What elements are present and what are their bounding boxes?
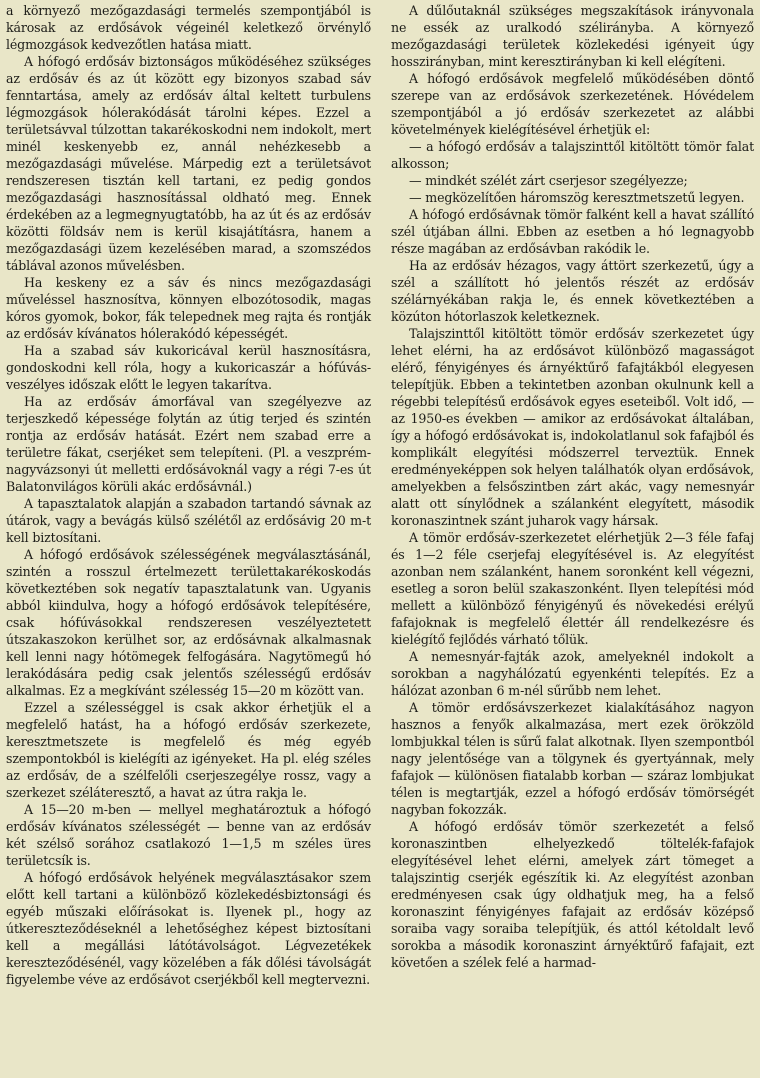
paragraph: Ha keskeny ez a sáv és nincs mezőgazdasági műveléssel hasznosítva, könnyen elbozótosodik, magas kóros gyomok, bokor, fák telepednek meg rajta és rontják az erdősáv kívánatos hólerakódó képességét. xyxy=(6,275,371,341)
paragraph: Ha az erdősáv hézagos, vagy áttört szerkezetű, úgy a szél a szállított hó jelentős részét az erdősáv szélárnyékában rakja le, és ennek következtében a közúton hótorlaszok keletkeznek. xyxy=(391,258,754,324)
paragraph: A hófogó erdősávok megfelelő működésében döntő szerepe van az erdősávok szerkezetének. Hóvédelem szempontjából a jó erdősáv szerkezetet az alábbi követelmények kielégítésével érhetjük el: xyxy=(391,71,754,137)
paragraph: A nemesnyár-fajták azok, amelyeknél indokolt a sorokban a nagyhálózatú egyenkénti telepítés. Ez a hálózat azonban 6 m-nél sűrűbb nem lehet. xyxy=(391,649,754,698)
paragraph: Talajszinttől kitöltött tömör erdősáv szerkezetet úgy lehet elérni, ha az erdősávot különböző magasságot elérő, fényigényes és árnyéktűrő fafajtákból elegyesen telepítjük. Ebben a tekintetben azonban okulnunk kell a régebbi telepítésű erdősávok egyes eseteiből. Volt idő, — az 1950-es években — amikor az erdősávokat általában, így a hófogó erdősávokat is, indokolatlanul sok fafajból és komplikált elegyítési módszerrel terveztük. Ennek eredményeképpen sok helyen találhatók olyan erdősávok, amelyekben a felsőszintben zárt akác, vagy nemesnyár alatt ott sínylődnek a szálanként elegyített, második koronaszintnek szánt juharok vagy hársak. xyxy=(391,326,754,528)
paragraph: A tömör erdősáv-szerkezetet elérhetjük 2—3 féle fafaj és 1—2 féle cserjefaj elegyítésével is. Az elegyítést azonban nem szálanként, hanem soronként kell végezni, esetleg a soron belül szakaszonként. Ilyen telepítési mód mellett a különböző fényigényű és növekedési erélyű fafajoknak is megfelelő élettér áll rendelkezésre és kielégítő fejlődés várható tőlük. xyxy=(391,530,754,647)
paragraph: A hófogó erdősávnak tömör falként kell a havat szállító szél útjában állni. Ebben az esetben a hó legnagyobb része magában az erdősávban rakódik le. xyxy=(391,207,754,256)
paragraph: Ezzel a szélességgel is csak akkor érhetjük el a megfelelő hatást, ha a hófogó erdősáv szerkezete, keresztmetszete is megfelelő és még egyéb szempontokból is kielégíti az igényeket. Ha pl. elég széles az erdősáv, de a szélfelőli cserjeszegélye rossz, vagy a szerkezet széláteresztő, a havat az útra rakja le. xyxy=(6,700,371,800)
paragraph: a környező mezőgazdasági termelés szempontjából is károsak az erdősávok végeinél keletkező örvénylő légmozgások kedvezőtlen hatása miatt. xyxy=(6,3,371,52)
list-item: — mindkét szélét zárt cserjesor szegélyezze; xyxy=(409,173,688,188)
text-column-left xyxy=(6,2,371,988)
paragraph: Ha a szabad sáv kukoricával kerül hasznosításra, gondoskodni kell róla, hogy a kukoricaszár a hófúvás-veszélyes időszak előtt le legyen takarítva. xyxy=(6,343,371,392)
list-item: — a hófogó erdősáv a talajszinttől kitöltött tömör falat alkosson; xyxy=(391,139,754,171)
paragraph: A 15—20 m-ben — mellyel meghatároztuk a hófogó erdősáv kívánatos szélességét — benne van az erdősáv két szélső sorához csatlakozó 1—1,5 m széles üres területcsík is. xyxy=(6,802,371,868)
paragraph: A tömör erdősávszerkezet kialakításához nagyon hasznos a fenyők alkalmazása, mert ezek örökzöld lombjukkal télen is sűrű falat alkotnak. Ilyen szempontból nagy jelentősége van a tölgynek és gyertyánnak, mely fafajok — különösen fiatalabb korban — száraz lombjukat télen is megtartják, ezzel a hófogó erdősáv tömörségét nagyban fokozzák. xyxy=(391,700,754,817)
paragraph: A hófogó erdősáv tömör szerkezetét a felső koronaszintben elhelyezkedő töltelék-fafajok elegyítésével lehet elérni, amelyek zárt tömeget a talajszintig cserjék egészítik ki. Az elegyítést azonban eredményesen csak úgy oldhatjuk meg, ha a felső koronaszint fényigényes fafajait az erdősáv középső soraiba vagy soraiba telepítjük, és attól kétoldalt levő sorokba a második koronaszint árnyéktűrő fafajait, ezt követően a szélek felé a harmad- xyxy=(391,819,754,970)
list-item: — megközelítően háromszög keresztmetszetű legyen. xyxy=(409,190,745,205)
paragraph: Ha az erdősáv ámorfával van szegélyezve az terjeszkedő képessége folytán az útig terjed és szintén rontja az erdősáv hatását. Ezért nem szabad erre a területre fákat, cserjéket sem telepíteni. (Pl. a veszprém-nagyvázsonyi út melletti erdősávoknál vagy a régi 7-es út Balatonvilágos körüli akác erdősávnál.) xyxy=(6,394,371,494)
paragraph: A hófogó erdősávok szélességének megválasztásánál, szintén a rosszul értelmezett területtakarékoskodás következtében sok negatív tapasztalatunk van. Ugyanis abból kiindulva, hogy a hófogó erdősávok telepítésére, csak hófúvásokkal rendszeresen veszélyeztetett útszakaszokon kerülhet sor, az erdősávnak alkalmasnak kell lenni nagy hótömegek felfogására. Nagytömegű hó lerakódására pedig csak jelentős szélességű erdősáv alkalmas. Ez a megkívánt szélesség 15—20 m között van. xyxy=(6,547,371,698)
paragraph: A hófogó erdősávok helyének megválasztásakor szem előtt kell tartani a különböző közlekedésbiztonsági és egyéb műszaki előírásokat is. Ilyenek pl., hogy az útkereszteződéseknél a lehetőséghez képest biztosítani kell a megállási látótávolságot. Légvezetékek kereszteződésénél, vagy közelében a fák dőlési távolságát figyelembe véve az erdősávot cserjékből kell megtervezni. xyxy=(6,870,371,987)
paragraph: A dűlőutaknál szükséges megszakítások irányvonala ne essék az uralkodó szélirányba. A környező mezőgazdasági területek közlekedési igényeit úgy hosszirányban, mint keresztirányban ki kell elégíteni. xyxy=(391,3,754,69)
paragraph: A hófogó erdősáv biztonságos működéséhez szükséges az erdősáv és az út között egy bizonyos szabad sáv fenntartása, amely az erdősáv által keltett turbulens légmozgások hólerakódását tárolni képes. Ezzel a területsávval túlzottan takarékoskodni nem indokolt, mert minél keskenyebb ez, annál nehézkesebb a mezőgazdasági művelése. Márpedig ezt a területsávot rendszeresen tisztán kell tartani, ez pedig gondos mezőgazdasági hasznosítással oldható meg. Ennek érdekében az a legmegnyugtatóbb, ha az út és az erdősáv közötti földsáv nem is kerül kisajátításra, hanem a mezőgazdasági üzem kezelésében marad, a szomszédos táblával azonos művelésben. xyxy=(6,54,371,273)
paragraph: A tapasztalatok alapján a szabadon tartandó sávnak az útárok, vagy a bevágás külső szélétől az erdősávig 20 m-t kell biztosítani. xyxy=(6,496,371,545)
text-column-right xyxy=(391,2,754,971)
